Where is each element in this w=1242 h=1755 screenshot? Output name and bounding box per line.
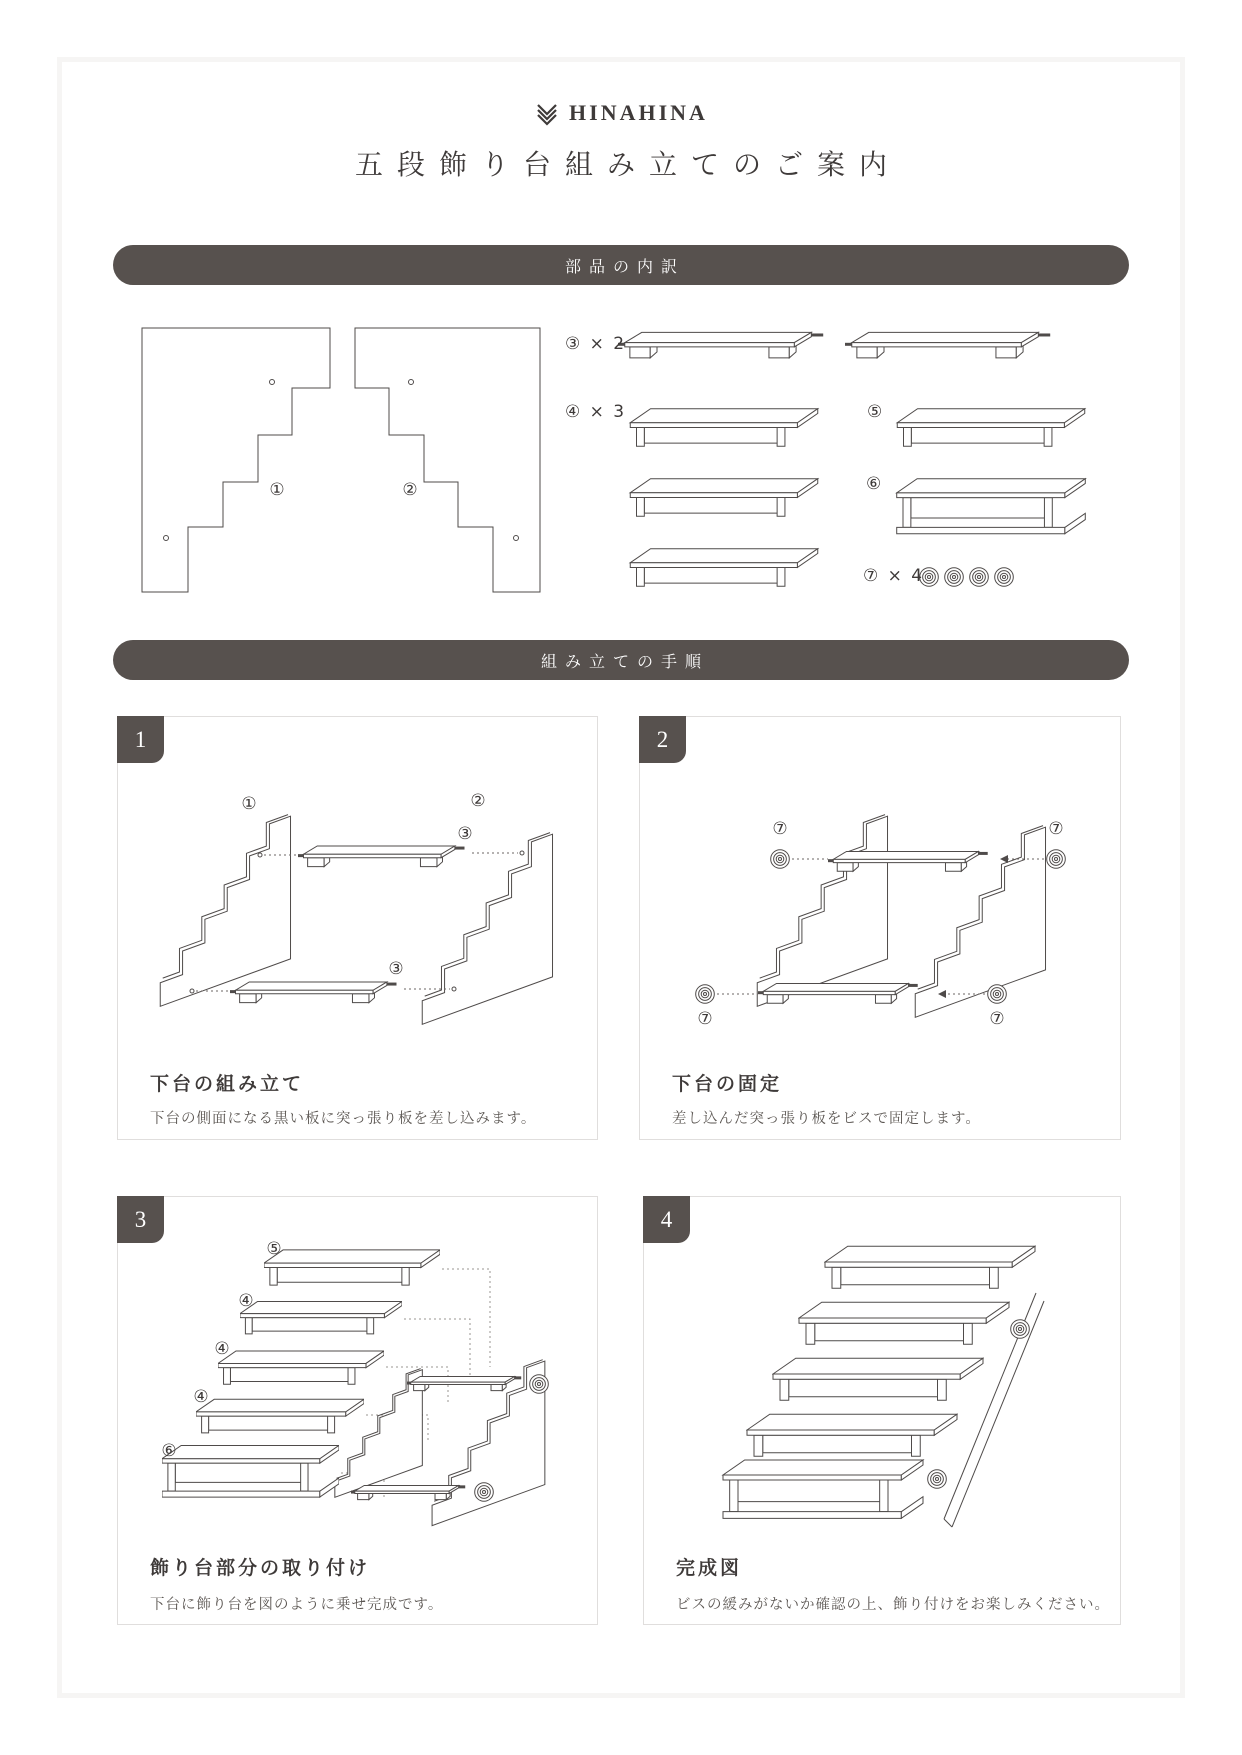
part-label-bar: ③ × 2 [565, 334, 627, 354]
section-header-parts: 部品の内訳 [113, 245, 1129, 285]
step-3-callout: ④ [214, 1339, 230, 1359]
step-3-callout: ⑤ [266, 1239, 282, 1259]
step-2-badge: 2 [639, 716, 686, 763]
step-3-callout: ④ [193, 1387, 209, 1407]
brand-logo [0, 100, 1242, 126]
part-top-shelf [897, 409, 1085, 447]
step-3-title: 飾り台部分の取り付け [150, 1558, 371, 1579]
step-3-callout: ⑥ [161, 1441, 177, 1461]
step-1-title: 下台の組み立て [150, 1074, 305, 1095]
panel-2-label: ② [402, 480, 418, 500]
step-4-title: 完成図 [676, 1558, 743, 1579]
step-1-diagram [126, 745, 588, 1055]
parts-section [113, 288, 1129, 618]
part-shelf-a [630, 409, 818, 447]
part-shelf-c [630, 549, 818, 587]
step-1-description: 下台の側面になる黒い板に突っ張り板を差し込みます。 [150, 1111, 537, 1127]
section-header-steps: 組み立ての手順 [113, 640, 1129, 680]
part-label-top-shelf: ⑤ [867, 402, 885, 422]
step-1-badge: 1 [117, 716, 164, 763]
part-side-panel-2 [355, 328, 540, 592]
part-screw [970, 568, 989, 587]
step-1-callout: ② [470, 791, 486, 811]
step-1-callout: ③ [457, 824, 473, 844]
step-2-title: 下台の固定 [672, 1074, 783, 1095]
step-4-diagram [648, 1227, 1118, 1542]
page-title: 五段飾り台組み立てのご案内 [354, 150, 901, 181]
step-3-box [117, 1196, 598, 1625]
step-4-badge: 4 [643, 1196, 690, 1243]
panel-1-label: ① [269, 480, 285, 500]
step-1-box [117, 716, 598, 1140]
step-3-badge: 3 [117, 1196, 164, 1243]
step-2-description: 差し込んだ突っ張り板をビスで固定します。 [672, 1111, 981, 1127]
step-2-box [639, 716, 1121, 1140]
brand-name: HINAHINA [569, 100, 708, 125]
leaf-icon [534, 100, 560, 126]
part-label-shelf: ④ × 3 [565, 402, 627, 422]
step-1-callout: ③ [388, 959, 404, 979]
part-screw [995, 568, 1014, 587]
part-label-screw: ⑦ × 4 [863, 566, 925, 586]
step-3-diagram [126, 1227, 588, 1542]
part-base [897, 479, 1086, 534]
part-screw [945, 568, 964, 587]
step-4-box [643, 1196, 1121, 1625]
part-bar-b [845, 332, 1050, 357]
part-bar-a [618, 332, 823, 357]
step-2-callout: ⑦ [989, 1009, 1005, 1029]
step-3-description: 下台に飾り台を図のように乗せ完成です。 [150, 1597, 444, 1613]
step-3-callout: ④ [238, 1291, 254, 1311]
step-2-callout: ⑦ [697, 1009, 713, 1029]
part-side-panel-1 [142, 328, 330, 592]
step-2-callout: ⑦ [1048, 819, 1064, 839]
step-2-callout: ⑦ [772, 819, 788, 839]
part-label-base: ⑥ [866, 474, 884, 494]
step-4-description: ビスの緩みがないか確認の上、飾り付けをお楽しみください。 [676, 1597, 1110, 1613]
step-2-diagram [648, 745, 1110, 1055]
step-1-callout: ① [241, 794, 257, 814]
part-shelf-b [630, 479, 818, 517]
